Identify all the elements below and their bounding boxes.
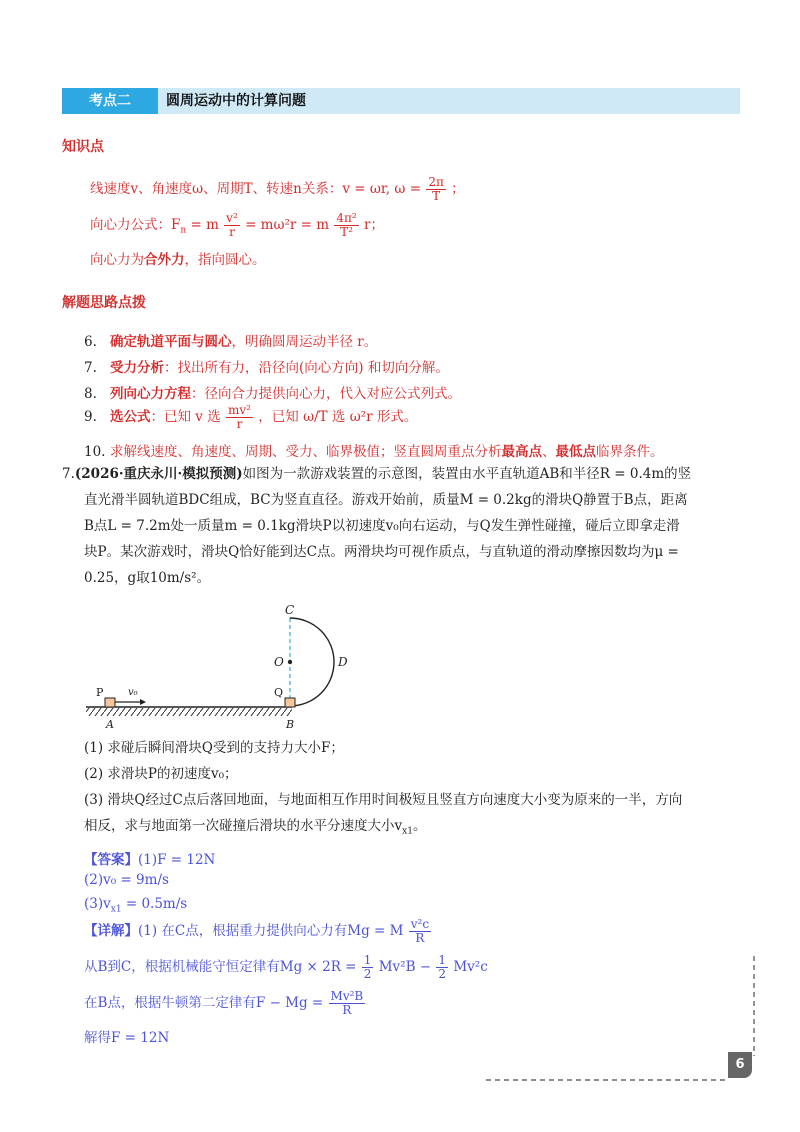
problem-line-2: 直光滑半圆轨道BDC组成，BC为竖直直径。游戏开始前，质量M = 0.2kg的滑块Q静置于B点，距离	[84, 492, 688, 508]
knowledge-heading: 知识点	[62, 139, 104, 155]
question-2: (2) 求滑块P的初速度v₀；	[84, 766, 238, 782]
answer-3: $(3)v_{x1} = 0.5m/s$	[84, 896, 188, 915]
detail-3: 在B点，根据牛顿第二定律有F − Mg = $\frac{\text{Mv²B}}{R}$	[84, 989, 364, 1017]
tip-item-9: 9. 选公式：已知 v 选 $\frac{\text{mv²}}{r}$ ，已知 ω/T 选 ω²r 形式。	[84, 403, 418, 431]
tip-item-6: 6. 确定轨道平面与圆心，明确圆周运动半径 r。	[84, 334, 378, 350]
tips-heading: 解题思路点拨	[62, 295, 146, 311]
page-number: 6	[728, 1052, 752, 1078]
detail-1: 【详解】(1) 在C点，根据重力提供向心力有Mg = M $\frac{\text{v²c}}{R}$	[84, 917, 430, 945]
problem-line-4: 块P。某次游戏时，滑块Q恰好能到达C点。两滑块均可视作质点，与直轨道的滑动摩擦因数均为μ =	[84, 544, 679, 560]
label-p: P	[96, 686, 104, 699]
section-banner	[62, 88, 740, 114]
page-corner-border	[480, 956, 770, 1086]
section-tag: 考点二	[62, 88, 158, 114]
knowledge-line-1: 线速度v、角速度ω、周期T、转速n关系：v = ωr, ω = $\frac{2\pi}{T}$ ；	[90, 175, 465, 203]
semicircle-track	[290, 618, 334, 706]
question-1: (1) 求碰后瞬间滑块Q受到的支持力大小F；	[84, 740, 344, 756]
detail-2: 从B到C，根据机械能守恒定律有Mg × 2R = $\frac{1}{2}$ Mv²B − $\frac{1}{2}$ Mv²c	[84, 953, 488, 981]
tip-item-10: 10. 求解线速度、角速度、周期、受力、临界极值；竖直圆周重点分析最高点、最低点临界条件。	[84, 444, 664, 460]
label-o: O	[274, 655, 284, 669]
tip-item-8: 8. 列向心力方程：径向合力提供向心力，代入对应公式列式。	[84, 386, 461, 402]
label-q: Q	[274, 686, 284, 699]
knowledge-line-3: 向心力为合外力，指向圆心。	[90, 252, 266, 268]
block-p	[105, 698, 115, 707]
ground-hatch	[86, 708, 292, 716]
center-point-o	[288, 660, 292, 664]
question-3a: (3) 滑块Q经过C点后落回地面，与地面相互作用时间极短且竖直方向速度大小变为原来的一半，方向	[84, 792, 683, 808]
label-v0: v₀	[128, 687, 138, 698]
problem-line-1: 7.(2026·重庆永川·模拟预测)如图为一款游戏装置的示意图，装置由水平直轨道AB和半径R = 0.4m的竖	[62, 466, 692, 482]
answer-1: 【答案】(1)F = 12N	[84, 852, 216, 868]
label-a: A	[106, 718, 114, 731]
question-3b: 相反，求与地面第一次碰撞后滑块的水平分速度大小$v_{x1}$。	[84, 818, 427, 837]
problem-line-3: B点L = 7.2m处一质量m = 0.1kg滑块P以初速度v₀向右运动，与Q发生弹性碰撞，碰后立即拿走滑	[84, 518, 680, 534]
label-c: C	[285, 603, 295, 617]
section-title: 圆周运动中的计算问题	[166, 93, 306, 109]
answer-2: (2)v₀ = 9m/s	[84, 872, 169, 888]
arrow-head	[140, 699, 146, 705]
label-b: B	[286, 718, 295, 731]
problem-line-5: 0.25，g取10m/s²。	[84, 570, 211, 586]
label-d: D	[338, 655, 348, 669]
detail-4: 解得F = 12N	[84, 1030, 170, 1046]
track-diagram	[80, 600, 380, 740]
knowledge-line-2: 向心力公式：$F_n = m$ $\frac{\text{v²}}{r}$ = mω²r = m $\frac{\text{4π²}}{\text{T²}}$ r；	[90, 211, 384, 239]
tip-item-7: 7. 受力分析：找出所有力，沿径向(向心方向) 和切向分解。	[84, 360, 449, 376]
block-q	[285, 698, 295, 707]
